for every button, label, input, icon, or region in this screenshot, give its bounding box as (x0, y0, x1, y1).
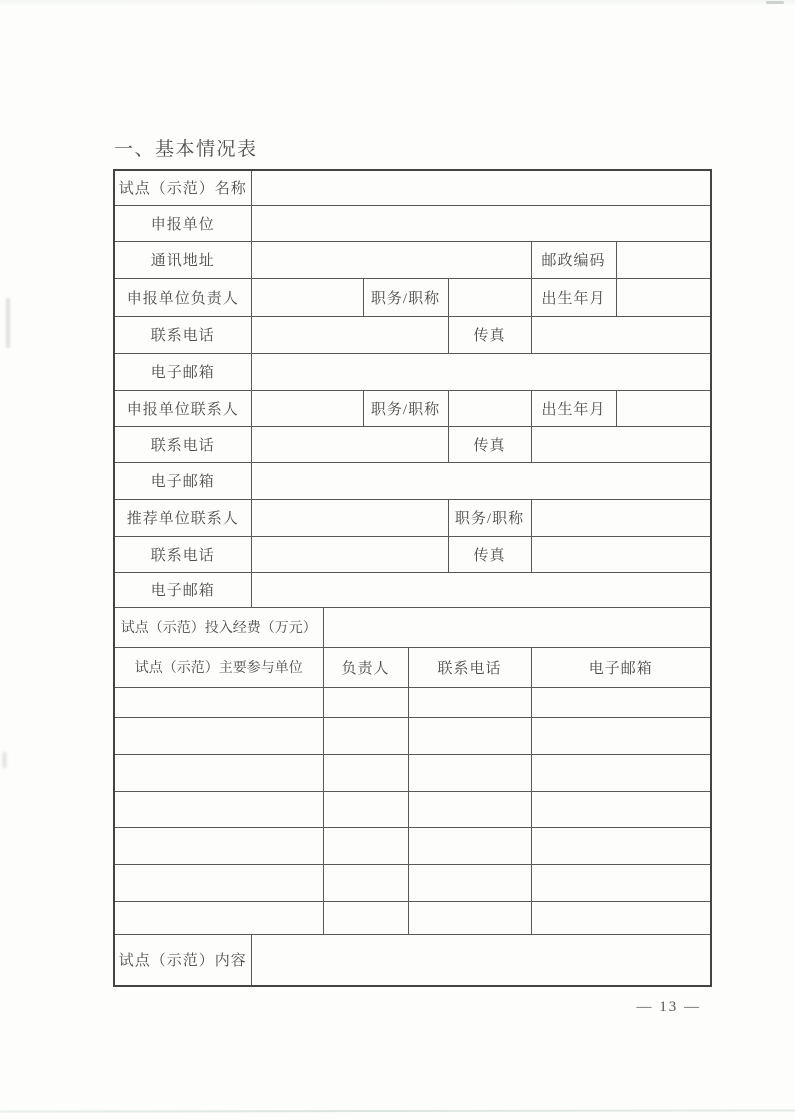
fax-label: 传真 (448, 316, 531, 353)
participant-unit-cell (114, 791, 323, 827)
position-label: 职务/职称 (363, 278, 448, 316)
postal-code-value-cell (616, 241, 711, 278)
row-address (114, 241, 711, 278)
participant-leader-cell (323, 864, 408, 901)
participant-unit-cell (114, 827, 323, 864)
fax-label: 传真 (448, 426, 531, 462)
birth-value-cell (616, 390, 711, 426)
address-value-cell (251, 241, 531, 278)
phone-header: 联系电话 (408, 647, 531, 687)
participant-email-cell (531, 791, 711, 827)
recommend-contact-value-cell (251, 499, 448, 536)
row-head-email (114, 353, 711, 390)
participant-leader-cell (323, 717, 408, 754)
participant-leader-cell (323, 687, 408, 717)
participant-row (114, 901, 711, 934)
fax-value-cell (531, 536, 711, 572)
phone-value-cell (251, 536, 448, 572)
participant-row (114, 717, 711, 754)
participant-phone-cell (408, 791, 531, 827)
content-label: 试点（示范）内容 (114, 934, 251, 986)
birth-label: 出生年月 (531, 278, 616, 316)
participant-row (114, 791, 711, 827)
participant-row (114, 687, 711, 717)
participant-unit-cell (114, 754, 323, 791)
row-recommend-email (114, 572, 711, 607)
fax-value-cell (531, 426, 711, 462)
row-recommend-phone (114, 536, 711, 572)
row-head-phone (114, 316, 711, 353)
participant-row (114, 827, 711, 864)
email-label: 电子邮箱 (114, 462, 251, 499)
applicant-unit-value-cell (251, 205, 711, 241)
scan-artifact-speck (766, 1, 784, 4)
funding-value-cell (323, 607, 711, 647)
applicant-unit-label: 申报单位 (114, 205, 251, 241)
fax-value-cell (531, 316, 711, 353)
participant-unit-header: 试点（示范）主要参与单位 (114, 647, 323, 687)
row-applicant-head (114, 278, 711, 316)
participant-unit-cell (114, 687, 323, 717)
email-value-cell (251, 572, 711, 607)
email-label: 电子邮箱 (114, 572, 251, 607)
email-value-cell (251, 353, 711, 390)
row-applicant-unit (114, 205, 711, 241)
phone-label: 联系电话 (114, 316, 251, 353)
email-value-cell (251, 462, 711, 499)
participant-unit-cell (114, 901, 323, 934)
participant-phone-cell (408, 754, 531, 791)
participant-phone-cell (408, 717, 531, 754)
position-value-cell (531, 499, 711, 536)
position-value-cell (448, 278, 531, 316)
participant-row (114, 754, 711, 791)
section-title: 一、基本情况表 (114, 139, 258, 160)
participant-unit-cell (114, 717, 323, 754)
participant-unit-cell (114, 864, 323, 901)
position-label: 职务/职称 (363, 390, 448, 426)
scan-artifact-smudge (2, 752, 7, 768)
participant-phone-cell (408, 864, 531, 901)
applicant-head-label: 申报单位负责人 (114, 278, 251, 316)
participant-phone-cell (408, 687, 531, 717)
participant-email-cell (531, 687, 711, 717)
phone-label: 联系电话 (114, 426, 251, 462)
page-number: — 13 — (636, 999, 701, 1015)
phone-value-cell (251, 426, 448, 462)
recommend-contact-label: 推荐单位联系人 (114, 499, 251, 536)
participant-email-cell (531, 827, 711, 864)
position-value-cell (448, 390, 531, 426)
pilot-name-value-cell (251, 170, 711, 205)
funding-label: 试点（示范）投入经费（万元） (114, 607, 323, 647)
scan-artifact-smudge (6, 298, 10, 348)
participant-leader-cell (323, 901, 408, 934)
address-label: 通讯地址 (114, 241, 251, 278)
row-recommend-contact (114, 499, 711, 536)
row-contact-phone (114, 426, 711, 462)
participant-leader-cell (323, 827, 408, 864)
participant-leader-cell (323, 791, 408, 827)
email-label: 电子邮箱 (114, 353, 251, 390)
applicant-head-value-cell (251, 278, 363, 316)
participant-phone-cell (408, 827, 531, 864)
basic-info-table (113, 169, 712, 987)
participant-email-cell (531, 864, 711, 901)
row-content (114, 934, 711, 986)
content-value-cell (251, 934, 711, 986)
scan-artifact-top-edge (0, 0, 795, 6)
scan-artifact-bottom-edge (0, 1109, 795, 1112)
row-contact-email (114, 462, 711, 499)
row-funding (114, 607, 711, 647)
participant-email-cell (531, 717, 711, 754)
birth-label: 出生年月 (531, 390, 616, 426)
postal-code-label: 邮政编码 (531, 241, 616, 278)
birth-value-cell (616, 278, 711, 316)
row-applicant-contact (114, 390, 711, 426)
fax-label: 传真 (448, 536, 531, 572)
phone-value-cell (251, 316, 448, 353)
applicant-contact-value-cell (251, 390, 363, 426)
row-pilot-name (114, 170, 711, 205)
applicant-contact-label: 申报单位联系人 (114, 390, 251, 426)
row-participants-header (114, 647, 711, 687)
leader-header: 负责人 (323, 647, 408, 687)
participant-email-cell (531, 901, 711, 934)
email-header: 电子邮箱 (531, 647, 711, 687)
phone-label: 联系电话 (114, 536, 251, 572)
pilot-name-label: 试点（示范）名称 (114, 170, 251, 205)
position-label: 职务/职称 (448, 499, 531, 536)
participant-phone-cell (408, 901, 531, 934)
participant-row (114, 864, 711, 901)
participant-email-cell (531, 754, 711, 791)
participant-leader-cell (323, 754, 408, 791)
